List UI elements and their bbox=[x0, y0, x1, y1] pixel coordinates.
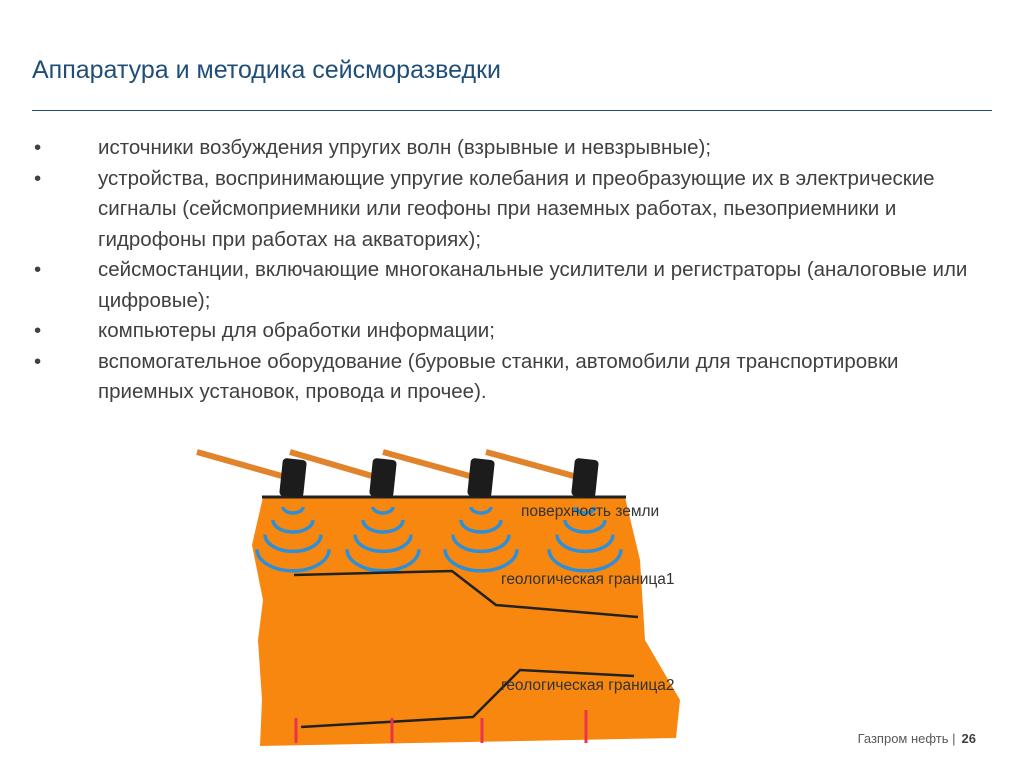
footer-company: Газпром нефть | bbox=[857, 731, 956, 746]
footer bbox=[858, 731, 976, 746]
bullet-item: • устройства, воспринимающие упругие колебания и преобразующие их в электрические сигналы (сейсмоприемники или геофоны при наземных работах, пьезоприемники и гидрофоны при работах на акваториях); bbox=[34, 166, 935, 251]
hammer-handle bbox=[486, 452, 581, 478]
hammer-handle bbox=[383, 452, 477, 478]
hammer-handle bbox=[197, 452, 289, 478]
page-number: 26 bbox=[961, 731, 976, 746]
ground-body bbox=[252, 497, 680, 746]
hammer-head bbox=[467, 458, 495, 498]
bullet-item: • компьютеры для обработки информации; bbox=[34, 319, 495, 342]
bullet-item: • источники возбуждения упругих волн (взрывные и невзрывные); bbox=[34, 136, 712, 159]
hammer-head bbox=[369, 458, 397, 498]
hammer-head bbox=[571, 458, 599, 498]
bullet-item: • вспомогательное оборудование (буровые станки, автомобили для транспортировки приемных установок, провода и прочее). bbox=[34, 349, 899, 403]
boundary-2-label: геологическая граница2 bbox=[501, 677, 675, 694]
boundary-1-label: геологическая граница1 bbox=[501, 571, 675, 588]
surface-label: поверхность земли bbox=[521, 503, 660, 520]
hammer-head bbox=[279, 458, 307, 498]
bullet-item: • сейсмостанции, включающие многоканальные усилители и регистраторы (аналоговые или цифровые); bbox=[34, 258, 968, 312]
hammers bbox=[197, 452, 599, 498]
slide-title: Аппаратура и методика сейсморазведки bbox=[32, 56, 501, 84]
